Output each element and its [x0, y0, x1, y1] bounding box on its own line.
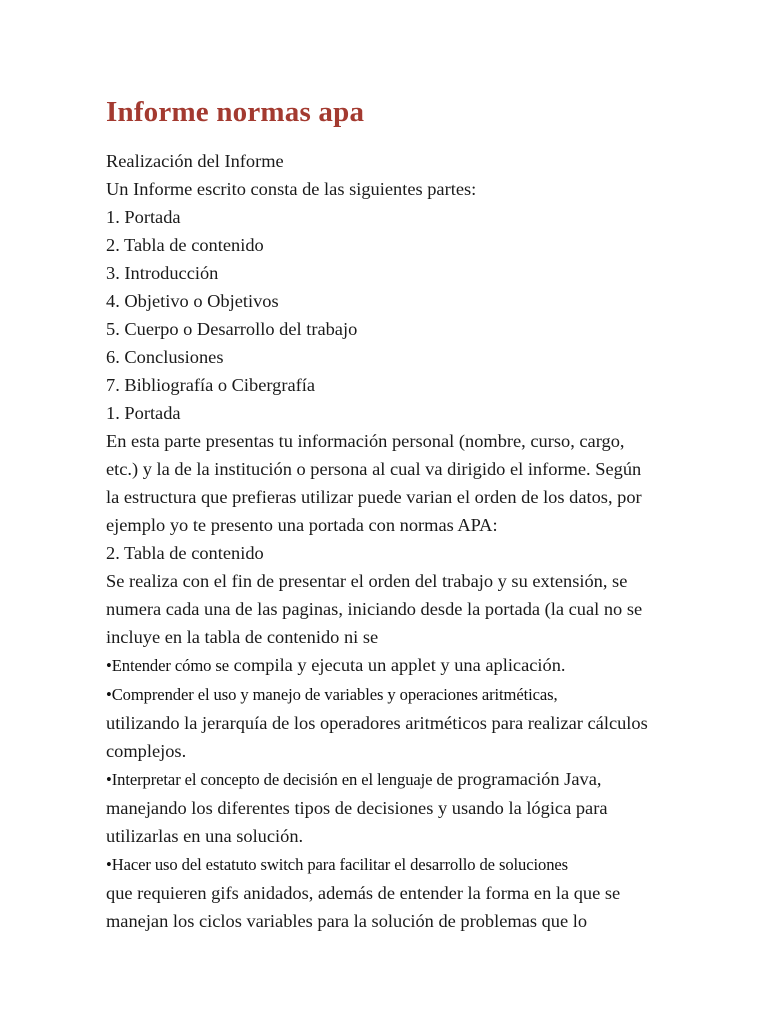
section-heading-tabla: 2. Tabla de contenido — [106, 543, 264, 563]
bullet-continuation: complejos. — [106, 741, 187, 761]
document-title: Informe normas apa — [106, 96, 365, 128]
list-item-cuerpo: 5. Cuerpo o Desarrollo del trabajo — [106, 319, 358, 339]
paragraph-line: etc.) y la de la institución o persona al cual va dirigido el informe. Según — [106, 459, 642, 479]
section-heading-realizacion: Realización del Informe — [106, 151, 284, 171]
list-item-introduccion: 3. Introducción — [106, 263, 219, 283]
paragraph-portada — [106, 427, 726, 539]
paragraph-line: incluye en la tabla de contenido ni se — [106, 627, 379, 647]
bullet-continuation: manejando los diferentes tipos de decisiones y usando la lógica para — [106, 798, 608, 818]
list-item-tabla: 2. Tabla de contenido — [106, 235, 264, 255]
document-page — [106, 94, 726, 935]
paragraph-line: En esta parte presentas tu información personal (nombre, curso, cargo, — [106, 431, 625, 451]
bullet-lead-text: •Interpretar el concepto de decisión en el lenguaje d — [106, 770, 445, 789]
list-item-bibliografia: 7. Bibliografía o Cibergrafía — [106, 375, 316, 395]
paragraph-line: numera cada una de las paginas, iniciando desde la portada (la cual no se — [106, 599, 643, 619]
paragraph-line: la estructura que prefieras utilizar puede varian el orden de los datos, por — [106, 487, 642, 507]
bullet-rest-text: e programación Java, — [444, 769, 602, 789]
bullet-item-hacer-uso — [106, 850, 726, 935]
paragraph-line: Se realiza con el fin de presentar el orden del trabajo y su extensión, se — [106, 571, 628, 591]
list-item-portada: 1. Portada — [106, 207, 181, 227]
paragraph-tabla — [106, 567, 726, 651]
bullet-item-entender — [106, 651, 726, 680]
bullet-continuation: utilizarlas en una solución. — [106, 826, 304, 846]
list-item-conclusiones: 6. Conclusiones — [106, 347, 224, 367]
bullet-item-comprender — [106, 680, 726, 765]
bullet-item-interpretar — [106, 765, 726, 850]
bullet-line — [106, 651, 726, 680]
bullet-line — [106, 765, 726, 794]
bullet-line — [106, 850, 726, 879]
paragraph-line: ejemplo yo te presento una portada con normas APA: — [106, 515, 498, 535]
bullet-continuation: utilizando la jerarquía de los operadores aritméticos para realizar cálculos — [106, 713, 648, 733]
bullet-lead-text: •Hacer uso del estatuto switch para facilitar el desarrollo de soluciones — [106, 855, 569, 874]
bullet-continuation: manejan los ciclos variables para la solución de problemas que lo — [106, 911, 588, 931]
list-item-objetivos: 4. Objetivo o Objetivos — [106, 291, 279, 311]
bullet-lead-text: •Comprender el uso y manejo de variables y operaciones aritméticas, — [106, 685, 558, 704]
bullet-continuation: que requieren gifs anidados, además de entender la forma en la que se — [106, 883, 621, 903]
intro-sentence: Un Informe escrito consta de las siguientes partes: — [106, 179, 477, 199]
section-heading-portada: 1. Portada — [106, 403, 181, 423]
bullet-line — [106, 680, 726, 709]
bullet-rest-text: compila y ejecuta un applet y una aplicación. — [229, 655, 566, 675]
bullet-lead-text: •Entender cómo se — [106, 656, 229, 675]
